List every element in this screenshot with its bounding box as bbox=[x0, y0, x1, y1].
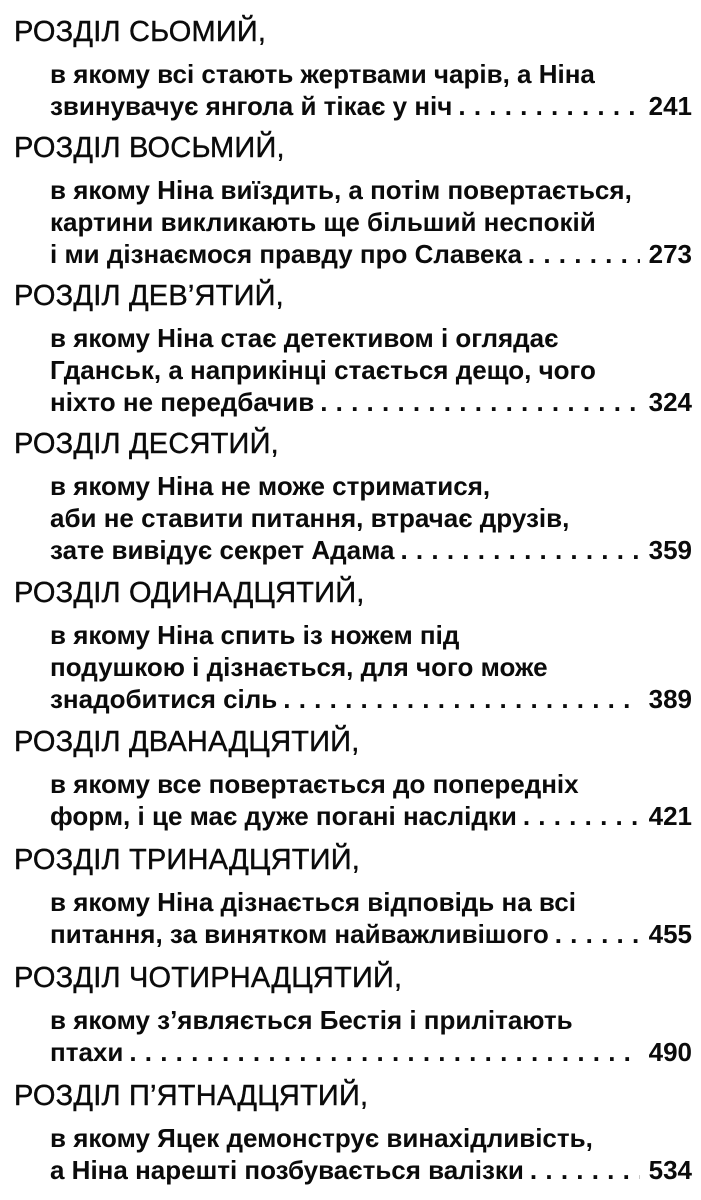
chapter-summary bbox=[50, 886, 692, 950]
chapter-heading: РОЗДІЛ СЬОМИЙ, bbox=[14, 16, 267, 48]
summary-line: і ми дізнаємося правду про Славека bbox=[50, 239, 522, 269]
summary-line: в якому з’являється Бестія і прилітають bbox=[50, 1005, 573, 1035]
chapter-summary bbox=[50, 619, 692, 715]
chapter-heading: РОЗДІЛ ОДИНАДЦЯТИЙ, bbox=[14, 577, 365, 609]
dot-leader bbox=[555, 918, 640, 950]
chapter-heading: РОЗДІЛ ДЕВ’ЯТИЙ, bbox=[14, 280, 284, 312]
summary-line: в якому Ніна дізнається відповідь на всі bbox=[50, 887, 576, 917]
summary-last-line bbox=[50, 683, 692, 715]
chapter-heading: РОЗДІЛ ДЕСЯТИЙ, bbox=[14, 428, 279, 460]
summary-line: форм, і це має дуже погані наслідки bbox=[50, 801, 517, 831]
chapter-summary bbox=[50, 768, 692, 832]
chapter-summary bbox=[50, 322, 692, 418]
summary-line: ніхто не передбачив bbox=[50, 387, 315, 417]
summary-line: Гданськ, а наприкінці стається дещо, чого bbox=[50, 355, 596, 385]
page-number: 421 bbox=[648, 801, 692, 831]
summary-last-line bbox=[50, 534, 692, 566]
summary-last-line bbox=[50, 386, 692, 418]
dot-leader bbox=[320, 386, 640, 418]
chapter-heading: РОЗДІЛ ВОСЬМИЙ, bbox=[14, 132, 285, 164]
page-number: 241 bbox=[648, 91, 692, 121]
dot-leader bbox=[400, 534, 640, 566]
summary-last-line bbox=[50, 1036, 692, 1068]
chapter-summary bbox=[50, 174, 692, 270]
dot-leader bbox=[283, 683, 640, 715]
summary-line: аби не ставити питання, втрачає друзів, bbox=[50, 503, 570, 533]
summary-line: картини викликають ще більший неспокій bbox=[50, 207, 596, 237]
summary-line: в якому Яцек демонструє винахідливість, bbox=[50, 1123, 593, 1153]
page-number: 324 bbox=[648, 387, 692, 417]
summary-line: в якому Ніна спить із ножем під bbox=[50, 620, 460, 650]
chapter-summary bbox=[50, 58, 692, 122]
page-number: 490 bbox=[648, 1037, 692, 1067]
chapter-summary bbox=[50, 1122, 692, 1186]
summary-line: питання, за винятком найважливішого bbox=[50, 919, 549, 949]
summary-last-line bbox=[50, 90, 692, 122]
chapter-heading: РОЗДІЛ ЧОТИРНАДЦЯТИЙ, bbox=[14, 962, 403, 994]
summary-last-line bbox=[50, 918, 692, 950]
summary-line: подушкою і дізнається, для чого може bbox=[50, 652, 548, 682]
summary-line: звинувачує янгола й тікає у ніч bbox=[50, 91, 453, 121]
page-number: 534 bbox=[648, 1155, 692, 1185]
chapter-heading: РОЗДІЛ П’ЯТНАДЦЯТИЙ, bbox=[14, 1080, 369, 1112]
summary-last-line bbox=[50, 1154, 692, 1186]
summary-last-line bbox=[50, 238, 692, 270]
chapter-summary bbox=[50, 470, 692, 566]
summary-line: зате вивідує секрет Адама bbox=[50, 535, 395, 565]
page-number: 273 bbox=[648, 239, 692, 269]
chapter-heading: РОЗДІЛ ДВАНАДЦЯТИЙ, bbox=[14, 726, 360, 758]
chapter-heading: РОЗДІЛ ТРИНАДЦЯТИЙ, bbox=[14, 844, 361, 876]
summary-line: в якому Ніна виїздить, а потім повертається, bbox=[50, 175, 632, 205]
page-number: 389 bbox=[648, 684, 692, 714]
summary-line: знадобитися сіль bbox=[50, 684, 278, 714]
dot-leader bbox=[458, 90, 640, 122]
summary-last-line bbox=[50, 800, 692, 832]
summary-line: в якому все повертається до попередніх bbox=[50, 769, 579, 799]
page-number: 359 bbox=[648, 535, 692, 565]
chapter-summary bbox=[50, 1004, 692, 1068]
dot-leader bbox=[523, 800, 640, 832]
dot-leader bbox=[528, 238, 640, 270]
dot-leader bbox=[129, 1036, 640, 1068]
summary-line: в якому всі стають жертвами чарів, а Ніна bbox=[50, 59, 595, 89]
summary-line: птахи bbox=[50, 1037, 124, 1067]
summary-line: а Ніна нарешті позбувається валізки bbox=[50, 1155, 524, 1185]
page-number: 455 bbox=[648, 919, 692, 949]
summary-line: в якому Ніна стає детективом і оглядає bbox=[50, 323, 559, 353]
summary-line: в якому Ніна не може стриматися, bbox=[50, 471, 491, 501]
dot-leader bbox=[530, 1154, 640, 1186]
